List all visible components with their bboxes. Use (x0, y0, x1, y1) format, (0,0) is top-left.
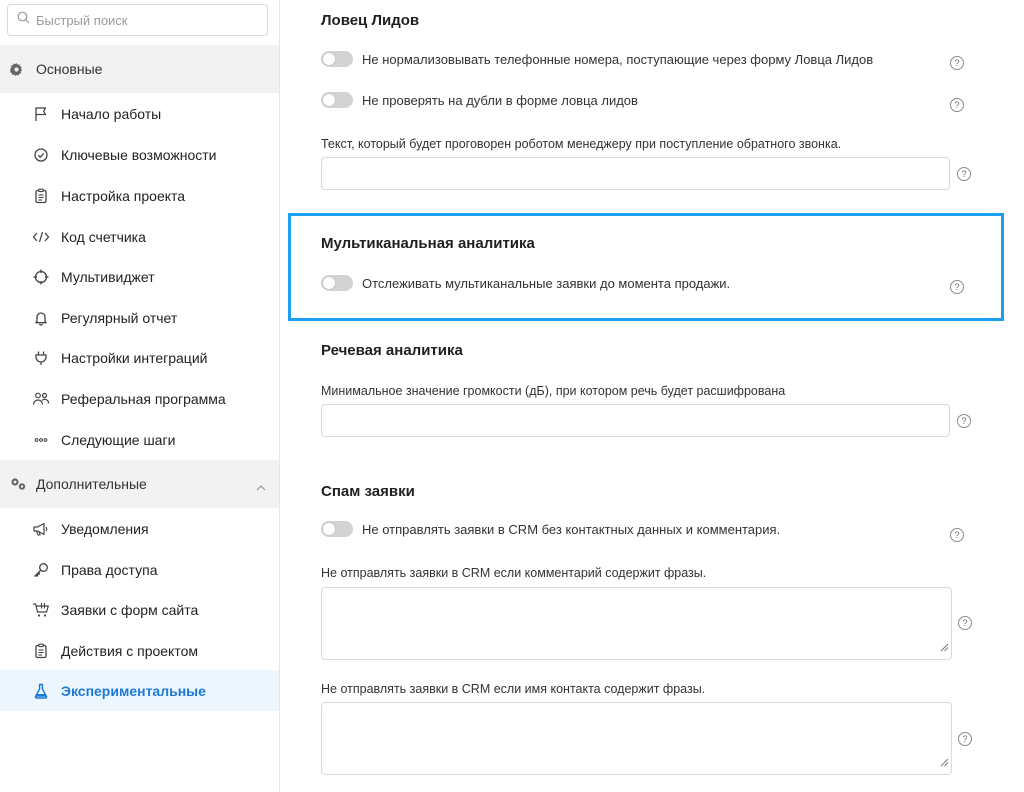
sidebar-item-next-steps[interactable] (0, 419, 279, 460)
sidebar-item-project-actions[interactable] (0, 630, 279, 671)
sidebar-item-label: Регулярный отчет (61, 309, 178, 326)
key-icon (32, 561, 50, 579)
users-icon (32, 390, 50, 408)
sidebar-item-label: Настройка проекта (61, 187, 186, 204)
search-input[interactable] (36, 13, 256, 28)
help-icon[interactable]: ? (950, 528, 964, 542)
sidebar-item-label: Экспериментальные (61, 682, 206, 699)
flag-icon (32, 105, 50, 123)
section-title-speech: Речевая аналитика (321, 342, 463, 359)
chevron-up-icon[interactable] (256, 478, 266, 494)
clipboard-icon (32, 642, 50, 660)
sidebar-item-label: Следующие шаги (61, 431, 176, 448)
code-icon (32, 228, 50, 246)
sidebar-item-referral[interactable] (0, 378, 279, 419)
resize-grip-icon[interactable] (940, 754, 949, 772)
resize-grip-icon[interactable] (940, 639, 949, 657)
sidebar-item-multiwidget[interactable] (0, 256, 279, 297)
sidebar-item-regular-report[interactable] (0, 297, 279, 338)
skip-duplicates-toggle[interactable] (321, 92, 353, 108)
help-icon[interactable]: ? (957, 414, 971, 428)
sidebar-item-label: Действия с проектом (61, 642, 199, 659)
robot-text-input[interactable] (321, 157, 950, 190)
track-multichannel-toggle[interactable] (321, 275, 353, 291)
sidebar-item-getting-started[interactable] (0, 93, 279, 134)
plug-icon (32, 349, 50, 367)
comment-phrases-textarea[interactable] (321, 587, 952, 660)
cart-icon (32, 601, 50, 619)
settings-panel (281, 0, 1024, 792)
sidebar-group-extra-label: Дополнительные (36, 476, 147, 492)
sidebar-item-integrations[interactable] (0, 337, 279, 378)
min-volume-label: Минимальное значение громкости (дБ), при котором речь будет расшифрована (321, 384, 786, 398)
sidebar-item-label: Реферальная программа (61, 390, 226, 407)
help-icon[interactable]: ? (957, 167, 971, 181)
setting-row (321, 521, 780, 537)
normalize-phones-toggle[interactable] (321, 51, 353, 67)
setting-row (321, 275, 730, 291)
sidebar-group-main[interactable] (0, 45, 279, 93)
help-icon[interactable]: ? (950, 98, 964, 112)
gears-icon (10, 477, 28, 491)
name-phrases-label: Не отправлять заявки в CRM если имя контакта содержит фразы. (321, 682, 706, 696)
gear-icon (10, 63, 28, 76)
help-icon[interactable]: ? (950, 280, 964, 294)
name-phrases-textarea[interactable] (321, 702, 952, 775)
section-title-multichannel: Мультиканальная аналитика (321, 235, 535, 252)
sidebar-item-notifications[interactable] (0, 508, 279, 549)
crosshair-icon (32, 268, 50, 286)
min-volume-input[interactable] (321, 404, 950, 437)
sidebar-item-form-requests[interactable] (0, 589, 279, 630)
section-title-lead-catcher: Ловец Лидов (321, 12, 420, 29)
search-box[interactable] (7, 4, 268, 36)
sidebar (0, 0, 280, 792)
sidebar-item-label: Код счетчика (61, 228, 146, 245)
sidebar-group-main-label: Основные (36, 61, 103, 77)
clipboard-icon (32, 187, 50, 205)
sidebar-item-experimental[interactable] (0, 670, 279, 711)
sidebar-item-label: Настройки интеграций (61, 349, 208, 366)
section-title-spam: Спам заявки (321, 483, 415, 500)
megaphone-icon (32, 520, 50, 538)
comment-phrases-label: Не отправлять заявки в CRM если комментарий содержит фразы. (321, 566, 707, 580)
check-circle-icon (32, 146, 50, 164)
sidebar-group-extra[interactable] (0, 460, 279, 508)
sidebar-item-project-settings[interactable] (0, 175, 279, 216)
sidebar-item-label: Мультивиджет (61, 268, 155, 285)
sidebar-item-label: Ключевые возможности (61, 146, 217, 163)
sidebar-item-counter-code[interactable] (0, 216, 279, 257)
toggle-label: Не проверять на дубли в форме ловца лидов (362, 92, 638, 108)
dots-icon (32, 431, 50, 449)
toggle-label: Не отправлять заявки в CRM без контактных данных и комментария. (362, 521, 781, 537)
bell-icon (32, 309, 50, 327)
help-icon[interactable]: ? (958, 616, 972, 630)
help-icon[interactable]: ? (950, 56, 964, 70)
help-icon[interactable]: ? (958, 732, 972, 746)
search-icon (17, 11, 30, 29)
require-contacts-toggle[interactable] (321, 521, 353, 537)
sidebar-item-label: Заявки с форм сайта (61, 601, 199, 618)
sidebar-item-access-rights[interactable] (0, 549, 279, 590)
setting-row (321, 51, 873, 67)
flask-icon (32, 682, 50, 700)
sidebar-item-label: Уведомления (61, 520, 149, 537)
toggle-label: Отслеживать мультиканальные заявки до момента продажи. (362, 275, 731, 291)
sidebar-item-label: Начало работы (61, 105, 162, 122)
robot-text-label: Текст, который будет проговорен роботом менеджеру при поступление обратного звонка. (321, 137, 842, 151)
sidebar-item-key-features[interactable] (0, 134, 279, 175)
setting-row (321, 92, 638, 108)
sidebar-item-label: Права доступа (61, 561, 158, 578)
toggle-label: Не нормализовывать телефонные номера, поступающие через форму Ловца Лидов (362, 51, 874, 67)
